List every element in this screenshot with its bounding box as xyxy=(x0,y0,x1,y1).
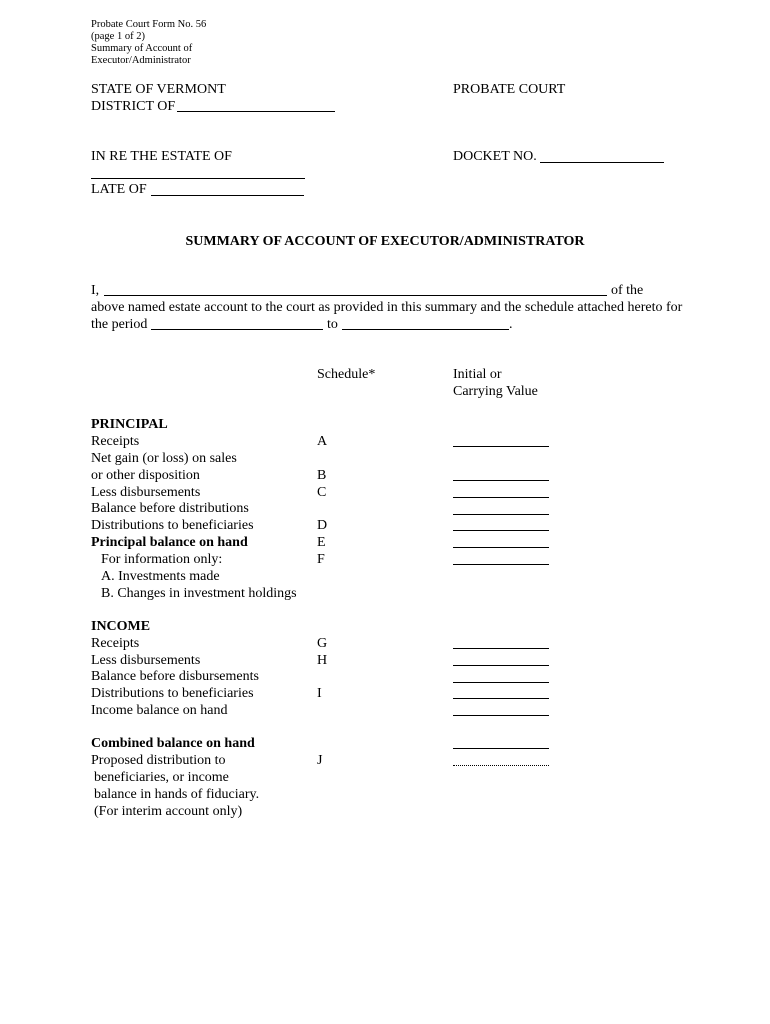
district-field[interactable] xyxy=(177,111,335,112)
form-number: Probate Court Form No. 56 xyxy=(91,19,207,30)
docket-number-field[interactable] xyxy=(540,162,664,163)
principal-row-label: Balance before distributions xyxy=(91,501,249,516)
principal-row-schedule: A xyxy=(317,434,328,449)
income-row-schedule: H xyxy=(317,653,328,668)
form-title: SUMMARY OF ACCOUNT OF EXECUTOR/ADMINISTRATOR xyxy=(185,234,585,249)
principal-row-schedule: E xyxy=(317,535,326,550)
principal-receipts-value[interactable] xyxy=(453,446,549,447)
declaration-i: I, xyxy=(91,283,100,298)
combined-row-label: beneficiaries, or income xyxy=(94,770,229,785)
principal-row-label: Distributions to beneficiaries xyxy=(91,518,254,533)
docket-label: DOCKET NO. xyxy=(453,149,537,164)
period-end-punct: . xyxy=(509,317,513,332)
principal-row-label: Net gain (or loss) on sales xyxy=(91,451,237,466)
fiduciary-name-field[interactable] xyxy=(104,295,607,296)
district-label: DISTRICT OF xyxy=(91,99,176,114)
value-column-header-line1: Initial or xyxy=(453,367,502,382)
late-of-label: LATE OF xyxy=(91,182,147,197)
combined-row-schedule: J xyxy=(317,753,323,768)
income-row-label: Less disbursements xyxy=(91,653,201,668)
principal-heading: PRINCIPAL xyxy=(91,417,168,432)
combined-balance-value[interactable] xyxy=(453,748,549,749)
period-start-field[interactable] xyxy=(151,329,323,330)
period-to: to xyxy=(327,317,338,332)
form-subtitle-line2: Executor/Administrator xyxy=(91,55,191,66)
late-of-field[interactable] xyxy=(151,195,304,196)
income-row-label: Income balance on hand xyxy=(91,703,228,718)
form-page-count: (page 1 of 2) xyxy=(91,31,145,42)
period-label: the period xyxy=(91,317,148,332)
income-balance-before-value[interactable] xyxy=(453,682,549,683)
principal-row-label: B. Changes in investment holdings xyxy=(101,586,297,601)
combined-row-label: (For interim account only) xyxy=(94,804,243,819)
principal-row-label: Less disbursements xyxy=(91,485,201,500)
principal-distributions-value[interactable] xyxy=(453,530,549,531)
combined-row-label: Proposed distribution to xyxy=(91,753,226,768)
principal-row-schedule: C xyxy=(317,485,327,500)
income-heading: INCOME xyxy=(91,619,151,634)
court-label: PROBATE COURT xyxy=(453,82,566,97)
combined-row-label: balance in hands of fiduciary. xyxy=(94,787,260,802)
principal-row-label: For information only: xyxy=(101,552,223,567)
income-disbursements-value[interactable] xyxy=(453,665,549,666)
principal-balance-on-hand-value[interactable] xyxy=(453,547,549,548)
principal-row-label: Receipts xyxy=(91,434,140,449)
principal-row-schedule: F xyxy=(317,552,325,567)
principal-row-label: Principal balance on hand xyxy=(91,535,248,550)
principal-disbursements-value[interactable] xyxy=(453,497,549,498)
estate-name-field[interactable] xyxy=(91,178,305,179)
income-receipts-value[interactable] xyxy=(453,648,549,649)
estate-label: IN RE THE ESTATE OF xyxy=(91,149,232,164)
combined-heading: Combined balance on hand xyxy=(91,736,255,751)
period-end-field[interactable] xyxy=(342,329,509,330)
income-distributions-value[interactable] xyxy=(453,698,549,699)
principal-information-value[interactable] xyxy=(453,564,549,565)
income-row-schedule: G xyxy=(317,636,328,651)
principal-row-label: or other disposition xyxy=(91,468,200,483)
form-subtitle-line1: Summary of Account of xyxy=(91,43,193,54)
income-row-label: Balance before disbursements xyxy=(91,669,259,684)
proposed-distribution-value[interactable] xyxy=(453,765,549,766)
schedule-column-header: Schedule* xyxy=(317,367,376,382)
declaration-text: above named estate account to the court as provided in this summary and the schedule attached hereto for xyxy=(91,300,683,315)
principal-row-schedule: D xyxy=(317,518,328,533)
income-row-label: Receipts xyxy=(91,636,140,651)
income-balance-on-hand-value[interactable] xyxy=(453,715,549,716)
income-row-label: Distributions to beneficiaries xyxy=(91,686,254,701)
value-column-header-line2: Carrying Value xyxy=(453,384,538,399)
income-row-schedule: I xyxy=(317,686,322,701)
principal-row-schedule: B xyxy=(317,468,327,483)
declaration-of-the: of the xyxy=(611,283,644,298)
state-label: STATE OF VERMONT xyxy=(91,82,226,97)
principal-gain-value[interactable] xyxy=(453,480,549,481)
principal-balance-before-value[interactable] xyxy=(453,514,549,515)
principal-row-label: A. Investments made xyxy=(101,569,220,584)
